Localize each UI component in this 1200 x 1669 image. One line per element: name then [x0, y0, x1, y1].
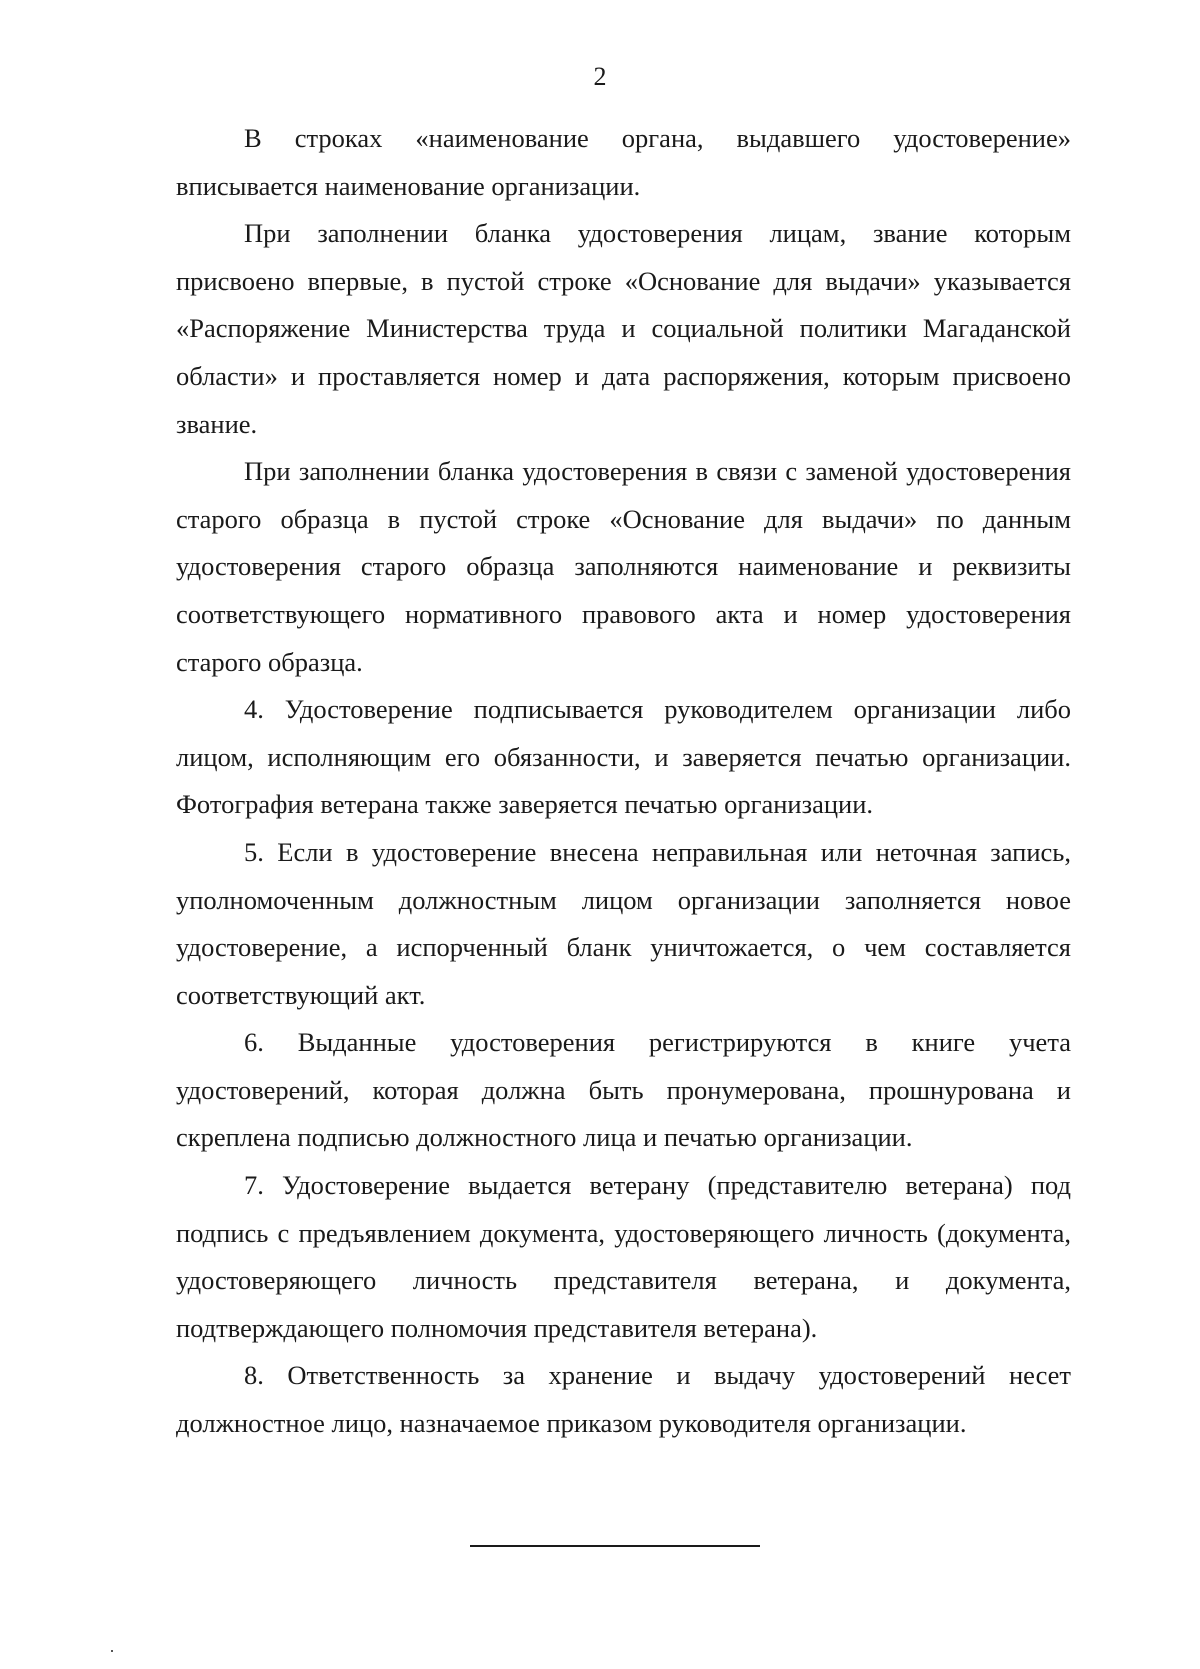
document-body — [176, 115, 1071, 1448]
page-number: 2 — [593, 62, 607, 91]
paragraph-item-5: 5. Если в удостоверение внесена неправильная или неточная запись, уполномоченным должностным лицом организации заполняется новое удостоверение, а испорченный бланк уничтожается, о чем составляется соответствующий акт. — [176, 836, 1071, 1010]
paragraph-replacement: При заполнении бланка удостоверения в связи с заменой удостоверения старого образца в пустой строке «Основание для выдачи» по данным удостоверения старого образца заполняются наименование и реквизиты соответствующего нормативного правового акта и номер удостоверения старого образца. — [176, 456, 1071, 677]
paragraph-issuing-authority: В строках «наименование органа, выдавшего удостоверение» вписывается наименование организации. — [176, 123, 1071, 201]
scan-artifact — [111, 1650, 113, 1652]
paragraph-item-7: 7. Удостоверение выдается ветерану (представителю ветерана) под подпись с предъявлением документа, удостоверяющего личность (документа, удостоверяющего личность представителя ветерана, и документа, подтверждающего полномочия представителя ветерана). — [176, 1170, 1071, 1343]
paragraph-first-title: При заполнении бланка удостоверения лицам, звание которым присвоено впервые, в пустой строке «Основание для выдачи» указывается «Распоряжение Министерства труда и социальной политики Магаданской области» и проставляется номер и дата распоряжения, которым присвоено звание. — [176, 218, 1071, 439]
paragraph-item-6: 6. Выданные удостоверения регистрируются в книге учета удостоверений, которая должна быть пронумерована, прошнурована и скреплена подписью должностного лица и печатью организации. — [176, 1027, 1071, 1153]
end-separator-line — [470, 1545, 760, 1547]
paragraph-item-4: 4. Удостоверение подписывается руководителем организации либо лицом, исполняющим его обязанности, и заверяется печатью организации. Фотография ветерана также заверяется печатью организации. — [176, 694, 1071, 820]
paragraph-item-8: 8. Ответственность за хранение и выдачу удостоверений несет должностное лицо, назначаемое приказом руководителя организации. — [176, 1360, 1071, 1439]
